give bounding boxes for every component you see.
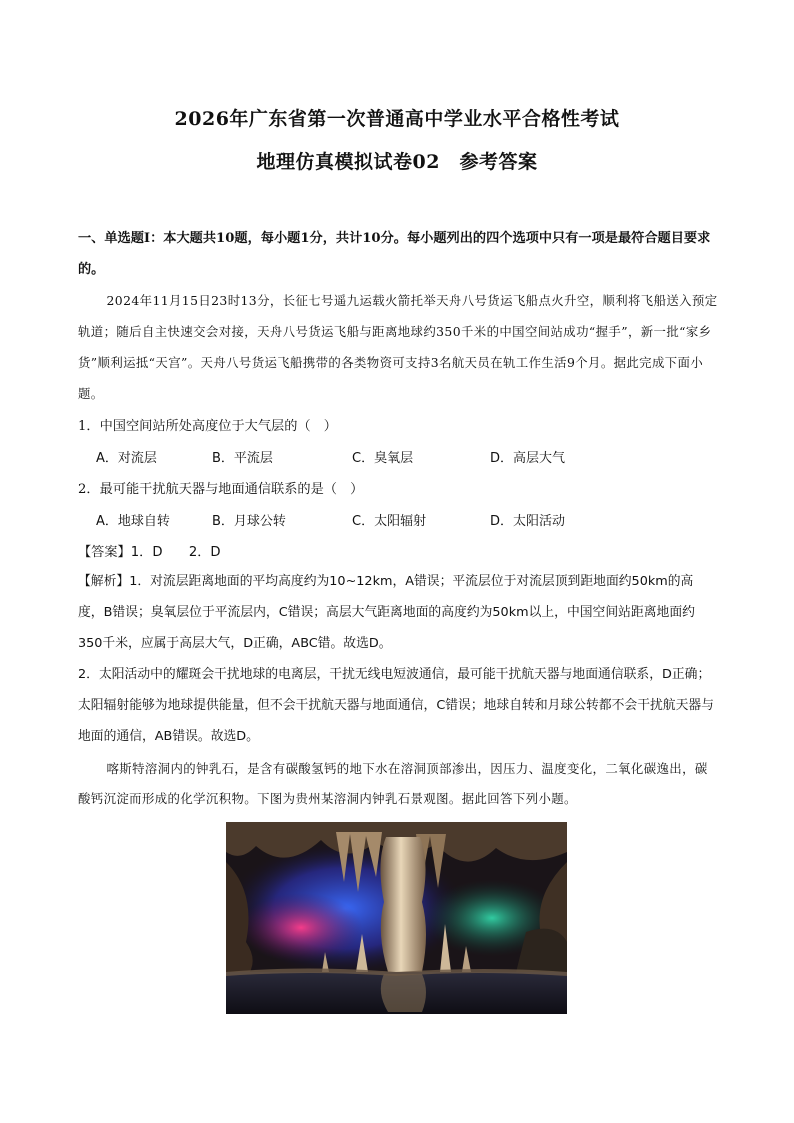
q2-option-c: C．太阳辐射 (352, 514, 427, 529)
q2-option-b: B．月球公转 (212, 514, 286, 529)
question-2-stem: 2．最可能干扰航天器与地面通信联系的是（ ） (78, 482, 364, 497)
analysis-2: 2．太阳活动中的耀斑会干扰地球的电离层，干扰无线电短波通信，最可能干扰航天器与地面通信联系，D正确；太阳辐射能够为地球提供能量，但不会干扰航天器与地面通信，C错误；地球自转和月球公转都不会干扰航天器与地面的通信，AB错误。故选D。 (78, 667, 714, 744)
passage-space-station: 2024年11月15日23时13分，长征七号遥九运载火箭托举天舟八号货运飞船点火升空，顺利将飞船送入预定轨道；随后自主快速交会对接，天舟八号货运飞船与距离地球约350千米的中国空间站成功“握手”，新一批“家乡货”顺利运抵“天宫”。天舟八号货运飞船携带的各类物资可支持3名航天员在轨工作生活9个月。据此完成下面小题。 (78, 293, 718, 401)
section-heading: 一、单选题Ⅰ：本大题共10题，每小题1分，共计10分。每小题列出的四个选项中只有一项是最符合题目要求的。 (78, 231, 711, 277)
answer-line: 【答案】1．D 2．D (78, 545, 221, 560)
q2-option-d: D．太阳活动 (490, 514, 566, 529)
q1-option-d: D．高层大气 (490, 451, 566, 466)
q1-option-c: C．臭氧层 (352, 451, 414, 466)
passage-karst: 喀斯特溶洞内的钟乳石，是含有碳酸氢钙的地下水在溶洞顶部渗出，因压力、温度变化，二氧化碳逸出，碳酸钙沉淀而形成的化学沉积物。下图为贵州某溶洞内钟乳石景观图。据此回答下列小题。 (78, 761, 708, 806)
stalactite-cave-photo (226, 822, 567, 1014)
analysis-1: 【解析】1．对流层距离地面的平均高度约为10~12km，A错误；平流层位于对流层顶到距地面约50km的高度，B错误；臭氧层位于平流层内，C错误；高层大气距离地面的高度约为50km以上，中国空间站距离地面约350千米，应属于高层大气，D正确，ABC错。故选D。 (78, 574, 695, 651)
exam-title: 2026年广东省第一次普通高中学业水平合格性考试 (174, 108, 620, 130)
q1-option-b: B．平流层 (212, 451, 273, 466)
q1-option-a: A．对流层 (96, 451, 157, 466)
exam-subtitle: 地理仿真模拟试卷02 参考答案 (256, 151, 538, 173)
question-1-stem: 1．中国空间站所处高度位于大气层的（ ） (78, 419, 337, 434)
q2-option-a: A．地球自转 (96, 514, 170, 529)
